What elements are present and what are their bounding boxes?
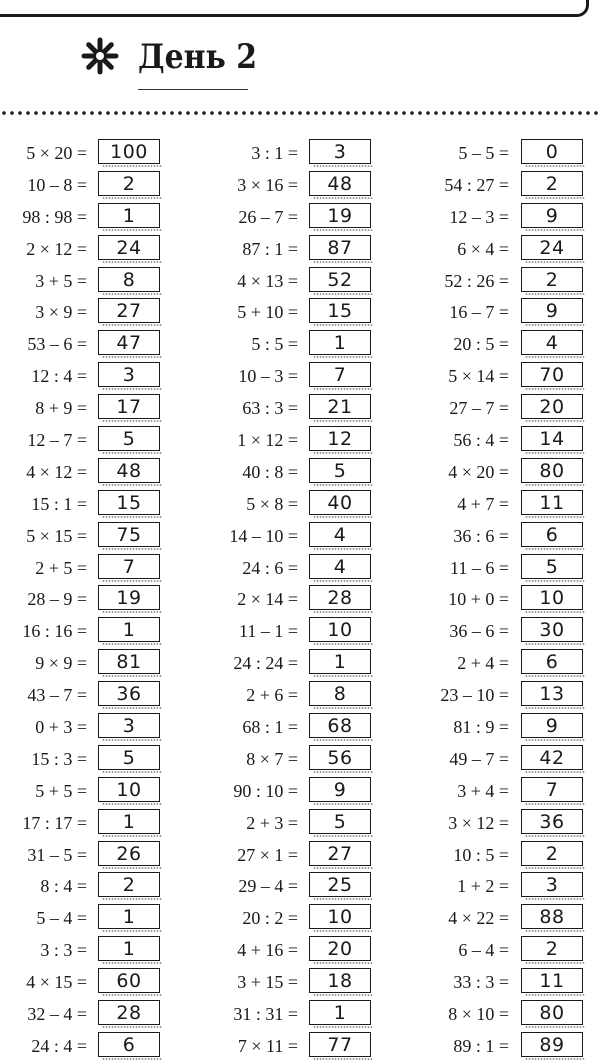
exercise-expression: 2 × 14 = [237, 589, 298, 610]
answer-box[interactable]: 1 [98, 617, 160, 642]
exercise-expression: 4 × 15 = [26, 972, 87, 993]
dotted-divider [0, 110, 599, 116]
exercise-expression: 3 × 9 = [35, 302, 87, 323]
exercise-expression: 20 : 2 = [242, 908, 298, 929]
exercise-expression: 2 × 12 = [26, 238, 87, 259]
answer-box[interactable]: 7 [521, 777, 583, 802]
exercise-expression: 98 : 98 = [22, 206, 87, 227]
exercise-expression: 32 – 4 = [27, 1004, 87, 1025]
answer-box[interactable]: 12 [309, 426, 371, 451]
exercise-row [420, 329, 584, 361]
exercise-row [200, 297, 372, 329]
asterisk-icon [80, 36, 120, 76]
exercise-row [420, 903, 584, 935]
answer-box[interactable]: 26 [98, 841, 160, 866]
exercise-row [0, 903, 161, 935]
answer-box[interactable]: 3 [521, 872, 583, 897]
exercise-expression: 1 + 2 = [457, 876, 509, 897]
answer-box[interactable]: 1 [309, 330, 371, 355]
answer-box[interactable]: 28 [309, 585, 371, 610]
answer-box[interactable]: 4 [309, 522, 371, 547]
exercise-row [200, 1031, 372, 1063]
exercise-row [0, 935, 161, 967]
exercise-row [200, 393, 372, 425]
answer-box[interactable]: 5 [309, 809, 371, 834]
exercise-row [200, 776, 372, 808]
answer-box[interactable]: 19 [309, 203, 371, 228]
answer-box[interactable]: 15 [98, 490, 160, 515]
exercise-row [420, 744, 584, 776]
answer-box[interactable]: 18 [309, 968, 371, 993]
exercise-row [420, 489, 584, 521]
answer-box[interactable]: 75 [98, 522, 160, 547]
answer-box[interactable]: 10 [309, 617, 371, 642]
exercise-expression: 89 : 1 = [453, 1035, 509, 1056]
exercise-row [420, 138, 584, 170]
exercise-row [0, 967, 161, 999]
answer-box[interactable]: 11 [521, 490, 583, 515]
exercise-row [0, 871, 161, 903]
exercise-row [420, 808, 584, 840]
exercise-expression: 24 : 4 = [31, 1035, 87, 1056]
answer-box[interactable]: 88 [521, 904, 583, 929]
exercise-expression: 3 × 12 = [448, 812, 509, 833]
exercise-expression: 2 + 3 = [246, 812, 298, 833]
answer-box[interactable]: 36 [521, 809, 583, 834]
answer-box[interactable]: 1 [98, 809, 160, 834]
exercise-row [200, 361, 372, 393]
exercise-row [420, 1031, 584, 1063]
exercise-row [0, 712, 161, 744]
exercise-expression: 8 + 9 = [35, 398, 87, 419]
exercise-row [0, 840, 161, 872]
answer-box[interactable]: 5 [521, 554, 583, 579]
exercise-row [420, 584, 584, 616]
exercise-row [0, 361, 161, 393]
exercise-row [420, 712, 584, 744]
answer-box[interactable]: 3 [98, 713, 160, 738]
exercise-row [200, 712, 372, 744]
exercise-expression: 81 : 9 = [453, 717, 509, 738]
exercise-expression: 5 × 8 = [246, 493, 298, 514]
exercise-expression: 3 × 16 = [237, 174, 298, 195]
exercise-column-3 [420, 138, 584, 1063]
exercise-expression: 0 + 3 = [35, 717, 87, 738]
exercise-row [420, 840, 584, 872]
exercise-row [200, 903, 372, 935]
exercise-expression: 36 : 6 = [453, 525, 509, 546]
exercise-row [200, 553, 372, 585]
exercise-row [0, 457, 161, 489]
exercise-expression: 6 × 4 = [457, 238, 509, 259]
answer-box[interactable]: 60 [98, 968, 160, 993]
answer-box[interactable]: 2 [98, 171, 160, 196]
answer-box[interactable]: 47 [98, 330, 160, 355]
answer-box[interactable]: 9 [521, 298, 583, 323]
exercise-row [0, 425, 161, 457]
exercise-row [0, 297, 161, 329]
exercise-row [420, 648, 584, 680]
exercise-expression: 9 × 9 = [35, 653, 87, 674]
answer-box[interactable]: 1 [98, 203, 160, 228]
exercise-expression: 16 : 16 = [22, 621, 87, 642]
exercise-row [200, 999, 372, 1031]
exercise-expression: 20 : 5 = [453, 334, 509, 355]
exercise-row [200, 584, 372, 616]
answer-box[interactable]: 19 [98, 585, 160, 610]
exercise-row [200, 967, 372, 999]
answer-box[interactable]: 40 [309, 490, 371, 515]
exercise-row [200, 138, 372, 170]
exercise-expression: 11 – 1 = [239, 621, 298, 642]
exercise-expression: 1 × 12 = [237, 430, 298, 451]
exercise-row [200, 840, 372, 872]
answer-box[interactable]: 100 [98, 139, 160, 164]
exercise-expression: 3 : 3 = [40, 940, 87, 961]
exercise-expression: 8 × 10 = [448, 1004, 509, 1025]
answer-box[interactable]: 9 [309, 777, 371, 802]
answer-box[interactable]: 2 [521, 171, 583, 196]
exercise-expression: 6 – 4 = [458, 940, 509, 961]
exercise-row [200, 808, 372, 840]
answer-box[interactable]: 1 [309, 1000, 371, 1025]
answer-box[interactable]: 70 [521, 362, 583, 387]
answer-box[interactable]: 1 [98, 936, 160, 961]
exercise-expression: 3 + 4 = [457, 780, 509, 801]
exercise-expression: 87 : 1 = [242, 238, 298, 259]
exercise-expression: 2 + 5 = [35, 557, 87, 578]
exercise-expression: 31 – 5 = [27, 844, 87, 865]
answer-box[interactable]: 52 [309, 267, 371, 292]
answer-box[interactable]: 56 [309, 745, 371, 770]
answer-box[interactable]: 87 [309, 235, 371, 260]
answer-box[interactable]: 5 [309, 458, 371, 483]
exercise-row [0, 170, 161, 202]
exercise-row [0, 521, 161, 553]
exercise-row [0, 680, 161, 712]
exercise-row [0, 553, 161, 585]
exercise-expression: 49 – 7 = [449, 748, 509, 769]
answer-box[interactable]: 68 [309, 713, 371, 738]
exercise-expression: 5 – 5 = [458, 143, 509, 163]
answer-box[interactable]: 36 [98, 681, 160, 706]
exercise-row [420, 425, 584, 457]
answer-box[interactable]: 5 [98, 745, 160, 770]
answer-box[interactable]: 28 [98, 1000, 160, 1025]
exercise-expression: 8 × 7 = [246, 748, 298, 769]
answer-box[interactable]: 30 [521, 617, 583, 642]
answer-box[interactable]: 27 [98, 298, 160, 323]
answer-box[interactable]: 21 [309, 394, 371, 419]
title-underline [138, 89, 248, 90]
answer-box[interactable]: 6 [521, 522, 583, 547]
answer-box[interactable]: 6 [98, 1032, 160, 1057]
exercise-column-1 [0, 138, 161, 1063]
exercise-expression: 68 : 1 = [242, 717, 298, 738]
answer-box[interactable]: 2 [521, 841, 583, 866]
exercise-expression: 63 : 3 = [242, 398, 298, 419]
exercise-row [420, 776, 584, 808]
exercise-expression: 4 × 13 = [237, 270, 298, 291]
exercise-expression: 56 : 4 = [453, 430, 509, 451]
exercise-row [420, 170, 584, 202]
exercise-expression: 7 × 11 = [237, 1035, 298, 1056]
exercise-row [0, 234, 161, 266]
answer-box[interactable]: 10 [309, 904, 371, 929]
exercise-expression: 28 – 9 = [27, 589, 87, 610]
exercise-expression: 2 + 6 = [246, 685, 298, 706]
answer-box[interactable]: 80 [521, 1000, 583, 1025]
exercise-row [200, 266, 372, 298]
exercise-expression: 5 × 15 = [26, 525, 87, 546]
exercise-row [0, 202, 161, 234]
exercise-expression: 10 + 0 = [448, 589, 509, 610]
answer-box[interactable]: 13 [521, 681, 583, 706]
exercise-expression: 15 : 1 = [31, 493, 87, 514]
exercise-expression: 4 × 12 = [26, 461, 87, 482]
exercise-expression: 3 : 1 = [251, 143, 298, 163]
exercise-expression: 27 × 1 = [237, 844, 298, 865]
answer-box[interactable]: 20 [309, 936, 371, 961]
exercise-row [200, 329, 372, 361]
exercise-expression: 4 × 22 = [448, 908, 509, 929]
answer-box[interactable]: 1 [98, 904, 160, 929]
exercise-row [420, 393, 584, 425]
answer-box[interactable]: 7 [309, 362, 371, 387]
exercise-expression: 90 : 10 = [233, 780, 298, 801]
page-border [0, 0, 589, 17]
exercise-expression: 12 – 7 = [27, 430, 87, 451]
exercise-expression: 12 : 4 = [31, 366, 87, 387]
exercise-expression: 31 : 31 = [233, 1004, 298, 1025]
answer-box[interactable]: 81 [98, 649, 160, 674]
exercise-row [0, 616, 161, 648]
exercise-expression: 43 – 7 = [27, 685, 87, 706]
exercise-row [420, 935, 584, 967]
exercise-row [200, 744, 372, 776]
answer-box[interactable]: 1 [309, 649, 371, 674]
exercise-row [420, 234, 584, 266]
exercise-row [0, 584, 161, 616]
exercise-row [420, 297, 584, 329]
exercise-row [420, 680, 584, 712]
answer-box[interactable]: 14 [521, 426, 583, 451]
exercise-row [420, 553, 584, 585]
exercise-row [200, 170, 372, 202]
exercise-expression: 12 – 3 = [449, 206, 509, 227]
exercise-row [0, 138, 161, 170]
exercise-row [200, 616, 372, 648]
exercise-expression: 33 : 3 = [453, 972, 509, 993]
exercise-expression: 5 + 10 = [237, 302, 298, 323]
answer-box[interactable]: 2 [98, 872, 160, 897]
exercise-column-2 [200, 138, 372, 1063]
exercise-expression: 5 + 5 = [35, 780, 87, 801]
answer-box[interactable]: 8 [309, 681, 371, 706]
exercise-expression: 5 : 5 = [251, 334, 298, 355]
exercise-expression: 23 – 10 = [440, 685, 509, 706]
answer-box[interactable]: 3 [309, 139, 371, 164]
exercise-expression: 4 × 20 = [448, 461, 509, 482]
answer-box[interactable]: 89 [521, 1032, 583, 1057]
exercise-expression: 10 – 3 = [238, 366, 298, 387]
answer-box[interactable]: 5 [98, 426, 160, 451]
answer-box[interactable]: 17 [98, 394, 160, 419]
exercise-expression: 2 + 4 = [457, 653, 509, 674]
exercise-row [0, 489, 161, 521]
answer-box[interactable]: 9 [521, 713, 583, 738]
exercise-expression: 8 : 4 = [40, 876, 87, 897]
exercise-expression: 10 : 5 = [453, 844, 509, 865]
exercise-row [200, 680, 372, 712]
exercise-expression: 4 + 16 = [237, 940, 298, 961]
exercise-expression: 52 : 26 = [444, 270, 509, 291]
exercise-row [0, 1031, 161, 1063]
answer-box[interactable]: 7 [98, 554, 160, 579]
answer-box[interactable]: 80 [521, 458, 583, 483]
exercise-expression: 40 : 8 = [242, 461, 298, 482]
answer-box[interactable]: 20 [521, 394, 583, 419]
exercise-expression: 26 – 7 = [238, 206, 298, 227]
answer-box[interactable]: 11 [521, 968, 583, 993]
exercise-expression: 24 : 6 = [242, 557, 298, 578]
answer-box[interactable]: 24 [521, 235, 583, 260]
exercise-expression: 11 – 6 = [450, 557, 509, 578]
exercise-row [0, 393, 161, 425]
answer-box[interactable]: 15 [309, 298, 371, 323]
answer-box[interactable]: 77 [309, 1032, 371, 1057]
answer-box[interactable]: 48 [309, 171, 371, 196]
answer-box[interactable]: 42 [521, 745, 583, 770]
exercise-expression: 4 + 7 = [457, 493, 509, 514]
exercise-expression: 54 : 27 = [444, 174, 509, 195]
exercise-row [200, 489, 372, 521]
answer-box[interactable]: 24 [98, 235, 160, 260]
exercise-expression: 3 + 15 = [237, 972, 298, 993]
answer-box[interactable]: 10 [521, 585, 583, 610]
answer-box[interactable]: 3 [98, 362, 160, 387]
exercise-row [200, 648, 372, 680]
answer-box[interactable]: 9 [521, 203, 583, 228]
exercise-row [0, 999, 161, 1031]
exercise-expression: 14 – 10 = [229, 525, 298, 546]
exercise-expression: 24 : 24 = [233, 653, 298, 674]
answer-box[interactable]: 48 [98, 458, 160, 483]
exercise-row [200, 202, 372, 234]
exercise-expression: 17 : 17 = [22, 812, 87, 833]
exercise-row [200, 234, 372, 266]
exercise-expression: 15 : 3 = [31, 748, 87, 769]
exercise-row [420, 999, 584, 1031]
exercise-expression: 5 × 14 = [448, 366, 509, 387]
exercise-row [420, 616, 584, 648]
exercise-row [420, 521, 584, 553]
answer-box[interactable]: 10 [98, 777, 160, 802]
exercise-row [0, 808, 161, 840]
answer-box[interactable]: 27 [309, 841, 371, 866]
exercise-expression: 5 × 20 = [26, 143, 87, 163]
exercise-row [0, 776, 161, 808]
exercise-expression: 3 + 5 = [35, 270, 87, 291]
exercise-row [0, 329, 161, 361]
exercise-expression: 53 – 6 = [27, 334, 87, 355]
exercise-row [200, 935, 372, 967]
page-title: День 2 [138, 37, 258, 77]
exercise-row [200, 457, 372, 489]
exercise-expression: 29 – 4 = [238, 876, 298, 897]
answer-box[interactable]: 4 [521, 330, 583, 355]
answer-box[interactable]: 25 [309, 872, 371, 897]
exercise-row [420, 361, 584, 393]
exercise-row [0, 648, 161, 680]
answer-box[interactable]: 8 [98, 267, 160, 292]
exercise-expression: 16 – 7 = [449, 302, 509, 323]
exercise-row [420, 967, 584, 999]
answer-box[interactable]: 2 [521, 936, 583, 961]
answer-box[interactable]: 0 [521, 139, 583, 164]
exercise-expression: 5 – 4 = [36, 908, 87, 929]
answer-box[interactable]: 6 [521, 649, 583, 674]
exercise-row [420, 457, 584, 489]
exercise-row [420, 202, 584, 234]
exercise-row [200, 871, 372, 903]
exercise-expression: 10 – 8 = [27, 174, 87, 195]
exercise-row [0, 744, 161, 776]
answer-box[interactable]: 4 [309, 554, 371, 579]
exercise-expression: 36 – 6 = [449, 621, 509, 642]
exercise-expression: 27 – 7 = [449, 398, 509, 419]
exercise-row [420, 871, 584, 903]
exercise-row [200, 425, 372, 457]
answer-box[interactable]: 2 [521, 267, 583, 292]
exercise-row [200, 521, 372, 553]
exercise-row [420, 266, 584, 298]
exercise-row [0, 266, 161, 298]
